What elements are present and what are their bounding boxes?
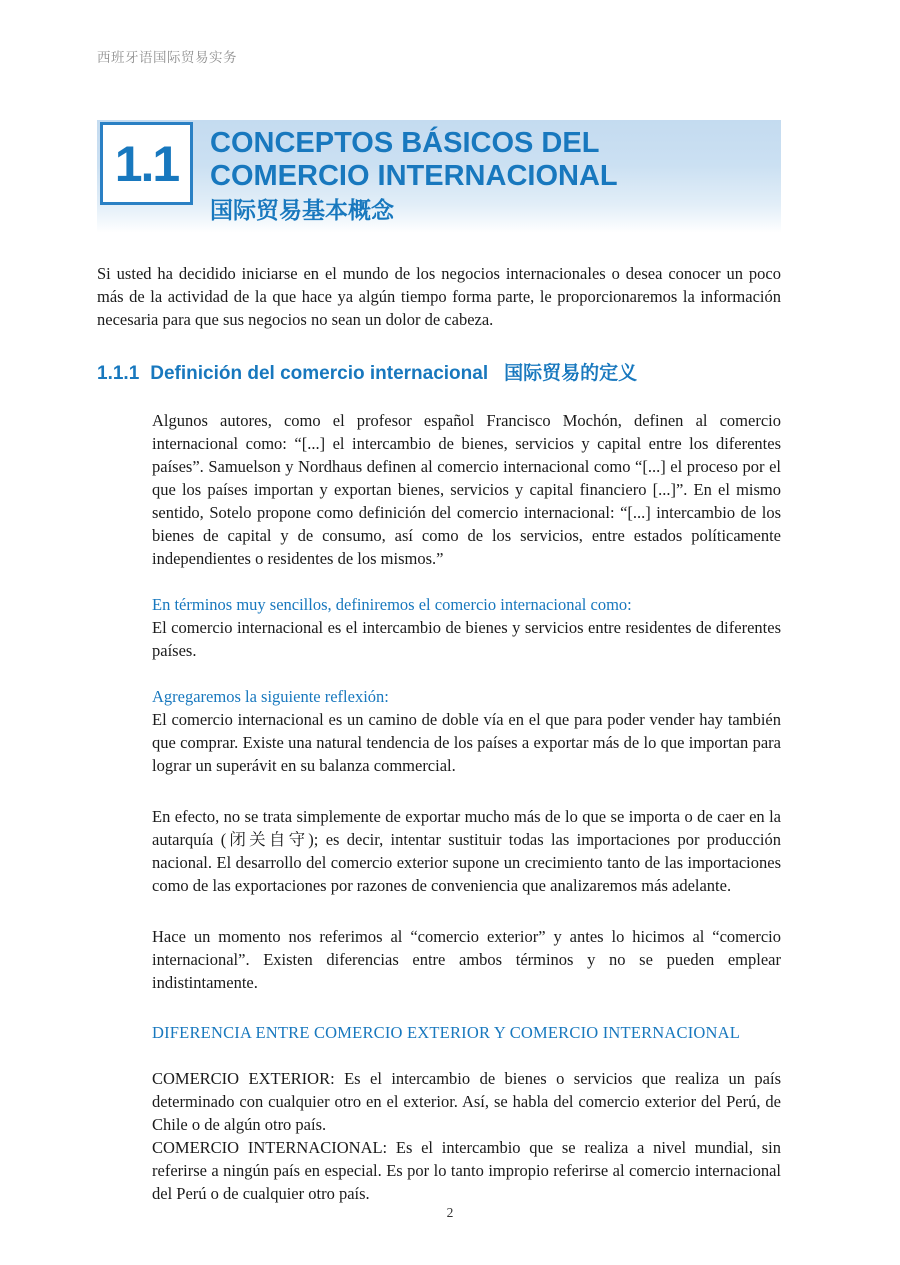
- comercio-exterior-definition: COMERCIO EXTERIOR: Es el intercambio de bienes o servicios que realiza un país determinado con cualquier otro en el exterior. Así, se habla del comercio exterior del Perú, de Chile o de algún otro país.: [152, 1069, 781, 1134]
- lead-in-definition: En términos muy sencillos, definiremos el comercio internacional como:: [152, 595, 632, 614]
- reflection-paragraph: El comercio internacional es un camino de doble vía en el que para poder vender hay también que comprar. Existe una natural tendencia de los países a exportar más de lo que importan para lograr un superávit en su balanza commercial.: [152, 710, 781, 775]
- section-number: 1.1: [114, 135, 179, 192]
- section-banner-text: [97, 120, 781, 224]
- difference-heading: DIFERENCIA ENTRE COMERCIO EXTERIOR Y COMERCIO INTERNACIONAL: [152, 1023, 741, 1042]
- section-title-line1: CONCEPTOS BÁSICOS DEL: [210, 127, 600, 159]
- reflection-group: [152, 685, 781, 777]
- section-subtitle-zh: 国际贸易基本概念: [210, 197, 394, 223]
- section-banner: [97, 120, 781, 233]
- simple-definition: El comercio internacional es el intercambio de bienes y servicios entre residentes de diferentes países.: [152, 618, 781, 660]
- en-efecto-paragraph: En efecto, no se trata simplemente de exportar mucho más de lo que se importa o de caer en la autarquía (闭关自守); es decir, intentar sustituir todas las importaciones por producción nacional. El desarrollo del comercio exterior supone un crecimiento tanto de las importaciones como de las exportaciones por razones de conveniencia que analizaremos más adelante.: [152, 807, 781, 895]
- definitions-paragraph: Algunos autores, como el profesor español Francisco Mochón, definen al comercio internacional como: “[...] el intercambio de bienes, servicios y capital entre los diferentes países”. Samuelson y Nordhaus definen al comercio internacional como “[...] el proceso por el que los países importan y exportan bienes, servicios y capital financiero [...]”. En el mismo sentido, Sotelo propone como definición del comercio internacional: “[...] intercambio de los bienes de capital y de consumo, así como de los servicios, entre estados políticamente independientes o residentes de los mismos.”: [152, 411, 781, 568]
- lead-in-reflection: Agregaremos la siguiente reflexión:: [152, 687, 389, 706]
- terms-definitions-block: [152, 1067, 781, 1205]
- simple-definition-group: [152, 593, 781, 662]
- subsection-heading: [97, 358, 781, 385]
- page-content: [97, 120, 781, 1205]
- running-header: 西班牙语国际贸易实务: [97, 50, 237, 65]
- subsection-title-es: Definición del comercio internacional: [150, 363, 489, 384]
- intro-paragraph: Si usted ha decidido iniciarse en el mundo de los negocios internacionales o desea conocer un poco más de la actividad de la que hace ya algún tiempo forma parte, le proporcionaremos la información necesaria para que sus negocios no sean un dolor de cabeza.: [97, 264, 781, 329]
- subsection-title-zh: 国际贸易的定义: [504, 363, 638, 384]
- comercio-internacional-definition: COMERCIO INTERNACIONAL: Es el intercambio que se realiza a nivel mundial, sin referirse a ningún país en especial. Es por lo tanto impropio referirse al comercio internacional del Perú o de cualquier otro país.: [152, 1138, 781, 1203]
- page-number: 2: [446, 1205, 454, 1220]
- section-title-line2: COMERCIO INTERNACIONAL: [210, 160, 618, 192]
- section-number-box: [100, 122, 193, 205]
- terms-difference-intro: Hace un momento nos referimos al “comercio exterior” y antes lo hicimos al “comercio internacional”. Existen diferencias entre ambos términos y no se pueden emplear indistintamente.: [152, 927, 781, 992]
- subsection-number: 1.1.1: [97, 363, 140, 384]
